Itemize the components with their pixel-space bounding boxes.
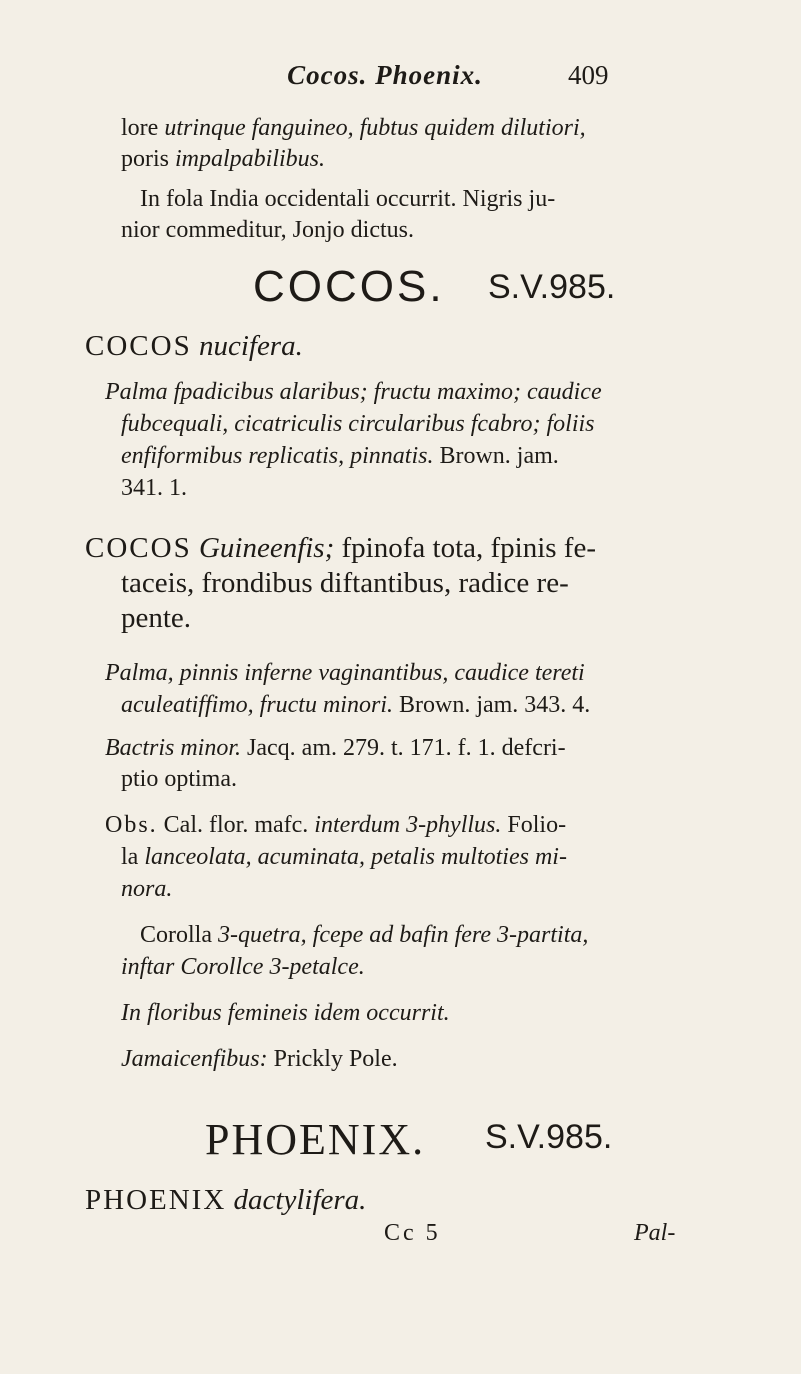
species-heading-dactylifera: PHOENIX dactylifera. <box>85 1184 367 1216</box>
nucifera-line-3: enfiformibus replicatis, pinnatis. Brown. jam. <box>121 443 559 469</box>
corolla-line-1: Corolla 3-quetra, fcepe ad bafin fere 3-partita, <box>140 922 589 948</box>
species-heading-guineensis: COCOS Guineenfis; fpinofa tota, fpinis fe- <box>85 532 596 564</box>
nucifera-line-2: fubcequali, cicatriculis circularibus fcabro; foliis <box>121 411 595 437</box>
intro-line-4: nior commeditur, Jonjo dictus. <box>121 217 415 243</box>
bactris-line-1: Bactris minor. Jacq. am. 279. t. 171. f. 1. defcri- <box>105 735 566 761</box>
bactris-line-2: ptio optima. <box>121 766 237 792</box>
obs-line-2: la lanceolata, acuminata, petalis multoties mi- <box>121 844 567 870</box>
intro-line-1: lore utrinque fanguineo, fubtus quidem dilutiori, <box>121 115 586 141</box>
page-number: 409 <box>568 60 609 90</box>
intro-line-2: poris impalpabilibus. <box>121 146 326 172</box>
nucifera-line-4: 341. 1. <box>121 475 187 501</box>
signature-mark: Cc 5 <box>384 1220 441 1246</box>
running-head: Cocos. Phoenix. <box>287 60 483 90</box>
intro-line-3: In fola India occidentali occurrit. Nigris ju- <box>140 186 556 212</box>
obs-line-3: nora. <box>121 876 173 902</box>
corolla-line-2: inftar Corollce 3-petalce. <box>121 954 365 980</box>
palma-line-1: Palma, pinnis inferne vaginantibus, caudice tereti <box>105 660 585 686</box>
jamaica-note: Jamaicenfibus: Prickly Pole. <box>121 1046 398 1072</box>
species-heading-nucifera: COCOS nucifera. <box>85 330 303 362</box>
catchword: Pal- <box>634 1220 676 1246</box>
palma-line-2: aculeatiffimo, fructu minori. Brown. jam. 343. 4. <box>121 692 591 718</box>
guineensis-line-2: taceis, frondibus diftantibus, radice re- <box>121 567 569 599</box>
feminine-note: In floribus femineis idem occurrit. <box>121 1000 450 1026</box>
guineensis-line-3: pente. <box>121 602 192 634</box>
nucifera-line-1: Palma fpadicibus alaribus; fructu maximo; caudice <box>105 379 602 405</box>
system-reference-cocos: S.V.985. <box>488 268 616 306</box>
genus-heading-cocos: COCOS. <box>253 262 445 311</box>
genus-heading-phoenix: PHOENIX. <box>205 1115 426 1164</box>
obs-line-1: Obs. Cal. flor. mafc. interdum 3-phyllus. Folio- <box>105 812 567 838</box>
system-reference-phoenix: S.V.985. <box>485 1118 613 1156</box>
